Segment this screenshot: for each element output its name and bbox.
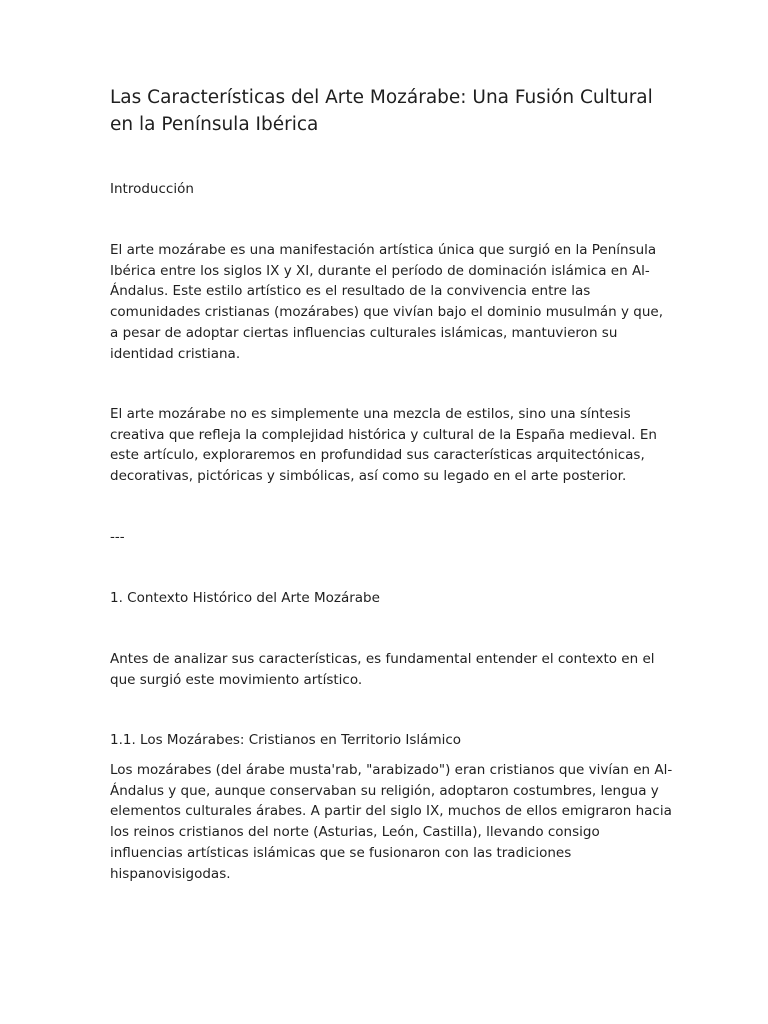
section-1-heading: 1. Contexto Histórico del Arte Mozárabe: [110, 590, 380, 606]
title-line: Las Características del Arte Mozárabe: Una Fusión Cultural: [110, 87, 653, 108]
paragraph-line: El arte mozárabe no es simplemente una mezcla de estilos, sino una síntesis: [110, 406, 631, 422]
paragraph-line: Los mozárabes (del árabe musta'rab, "arabizado") eran cristianos que vivían en Al-: [110, 762, 673, 778]
paragraph-line: Ibérica entre los siglos IX y XI, durante el período de dominación islámica en Al-: [110, 262, 650, 279]
section-1-1-paragraph: [110, 760, 673, 884]
paragraph-line: los reinos cristianos del norte (Asturias, León, Castilla), llevando consigo: [110, 824, 600, 841]
paragraph-line: comunidades cristianas (mozárabes) que vivían bajo el dominio musulmán y que,: [110, 304, 664, 321]
paragraph-line: identidad cristiana.: [110, 345, 241, 362]
intro-paragraph-1: [110, 240, 662, 364]
paragraph-line: a pesar de adoptar ciertas influencias culturales islámicas, mantuvieron su: [110, 324, 618, 341]
paragraph-line: que surgió este movimiento artístico.: [110, 671, 363, 688]
paragraph-line: influencias artísticas islámicas que se fusionaron con las tradiciones: [110, 844, 572, 861]
title-line: en la Península Ibérica: [110, 114, 319, 135]
document-title: [110, 84, 658, 138]
paragraph-line: elementos culturales árabes. A partir del siglo IX, muchos de ellos emigraron hacia: [110, 803, 672, 820]
paragraph-line: hispanovisigodas.: [110, 865, 231, 882]
section-1-paragraph: [110, 649, 662, 690]
paragraph-line: creativa que refleja la complejidad histórica y cultural de la España medieval. En: [110, 426, 657, 443]
paragraph-line: Ándalus y que, aunque conservaban su religión, adoptaron costumbres, lengua y: [110, 782, 659, 799]
section-separator: ---: [110, 529, 125, 545]
paragraph-line: El arte mozárabe es una manifestación artística única que surgió en la Península: [110, 242, 657, 258]
paragraph-line: decorativas, pictóricas y simbólicas, así como su legado en el arte posterior.: [110, 468, 627, 485]
paragraph-line: este artículo, exploraremos en profundidad sus características arquitectónicas,: [110, 447, 645, 464]
intro-paragraph-2: [110, 404, 662, 487]
paragraph-line: Antes de analizar sus características, es fundamental entender el contexto en el: [110, 651, 655, 667]
intro-heading: Introducción: [110, 181, 194, 197]
paragraph-line: Ándalus. Este estilo artístico es el resultado de la convivencia entre las: [110, 283, 591, 300]
section-1-1-heading: 1.1. Los Mozárabes: Cristianos en Territorio Islámico: [110, 732, 462, 748]
